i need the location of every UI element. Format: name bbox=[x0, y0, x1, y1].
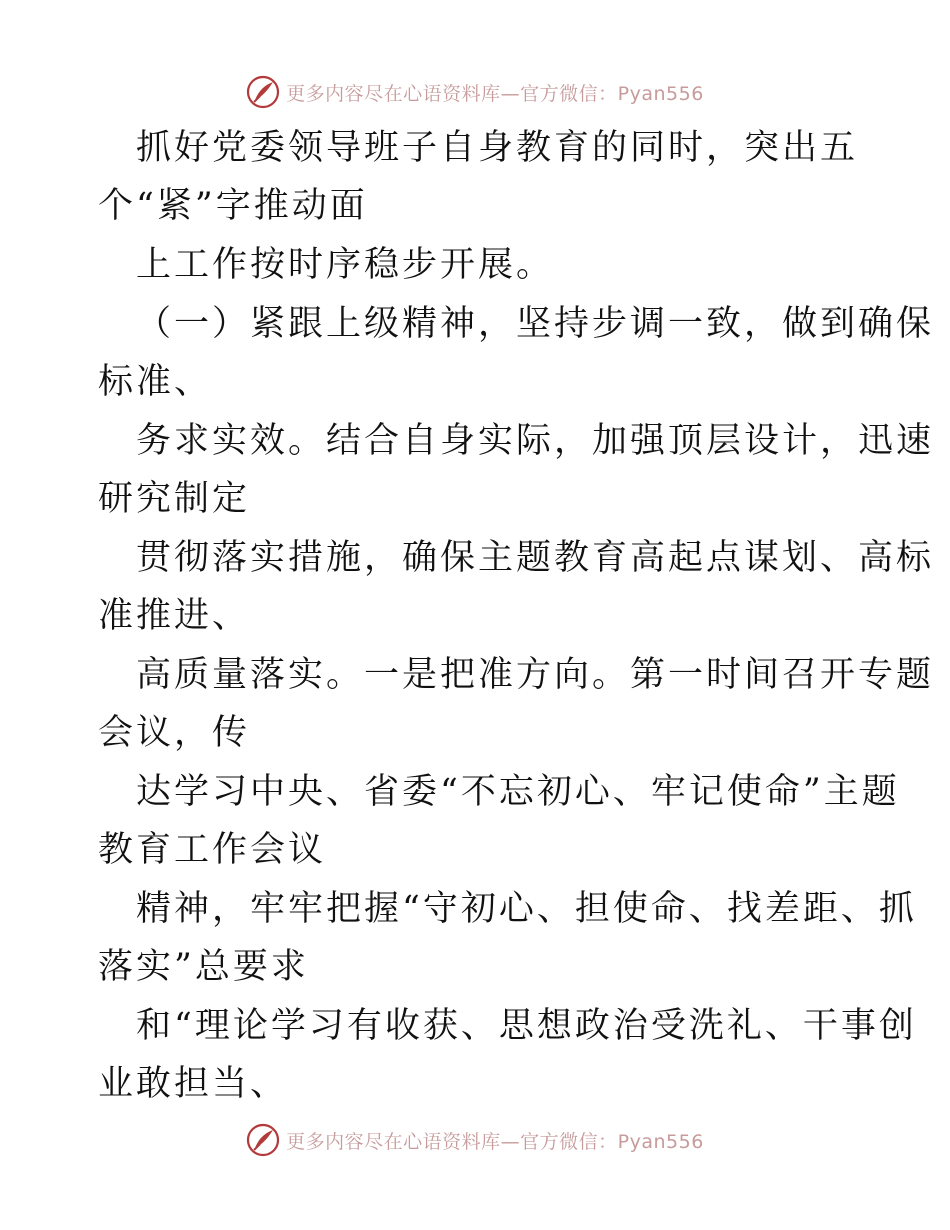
text-line: 个“紧”字推动面 bbox=[98, 186, 368, 226]
text-line: 标准、 bbox=[98, 362, 213, 402]
feather-pen-logo-icon bbox=[246, 75, 280, 109]
text-line: 落实”总要求 bbox=[98, 947, 309, 987]
text-line: 会议，传 bbox=[98, 713, 251, 753]
text-line: （一）紧跟上级精神，坚持步调一致，做到确保 bbox=[136, 304, 935, 344]
watermark-text: 更多内容尽在心语资料库—官方微信：Pyan556 bbox=[286, 1130, 704, 1153]
text-line: 教育工作会议 bbox=[98, 830, 327, 870]
text-line: 准推进、 bbox=[98, 596, 251, 636]
header-watermark bbox=[0, 72, 950, 112]
text-line: 精神，牢牢把握“守初心、担使命、找差距、抓 bbox=[136, 889, 917, 929]
watermark-text: 更多内容尽在心语资料库—官方微信：Pyan556 bbox=[286, 82, 704, 105]
text-line: 业敢担当、 bbox=[98, 1064, 289, 1104]
text-line: 达学习中央、省委“不忘初心、牢记使命”主题 bbox=[136, 772, 900, 812]
text-line: 研究制定 bbox=[98, 479, 251, 519]
text-line: 和“理论学习有收获、思想政治受洗礼、干事创 bbox=[136, 1006, 917, 1046]
text-line: 高质量落实。一是把准方向。第一时间召开专题 bbox=[136, 655, 935, 695]
text-line: 贯彻落实措施，确保主题教育高起点谋划、高标 bbox=[136, 538, 935, 578]
footer-watermark bbox=[0, 1120, 950, 1160]
text-line: 上工作按时序稳步开展。 bbox=[136, 245, 555, 285]
text-line: 抓好党委领导班子自身教育的同时，突出五 bbox=[136, 128, 859, 168]
text-line: 务求实效。结合自身实际，加强顶层设计，迅速 bbox=[136, 421, 935, 461]
feather-pen-logo-icon bbox=[246, 1123, 280, 1157]
